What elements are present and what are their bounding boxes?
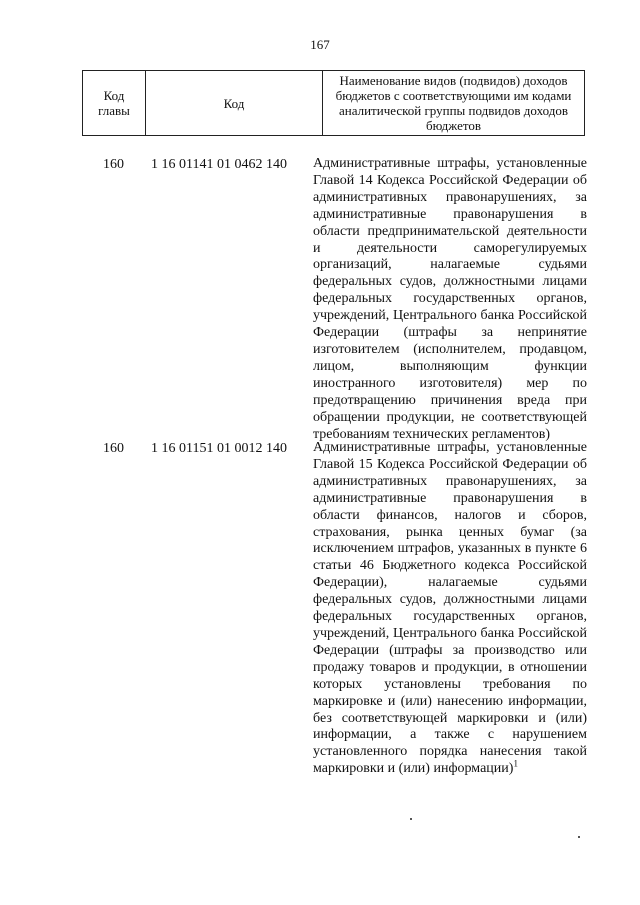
column-header-code: Код <box>146 71 323 136</box>
revenue-description <box>313 440 587 778</box>
revenue-description: Административные штрафы, установленные Главой 14 Кодекса Российской Федерации об административных правонарушениях, за административные правонарушения в области предпринимательской деятельности и деятельности саморегулируемых организаций, налагаемые судьями федеральных судов, должностными лицами федеральных государственных органов, учреждений, Центрального банка Российской Федерации (штрафы за непринятие изготовителем (исполнителем, продавцом, лицом, выполняющим функции иностранного изготовителя) мер по предотвращению причинения вреда при обращении продукции, не соответствующей требованиям технических регламентов) <box>313 156 587 442</box>
table-header <box>82 70 585 136</box>
column-header-name: Наименование видов (подвидов) доходов бюджетов с соответствующими им кодами аналитической группы подвидов доходов бюджетов <box>323 71 585 136</box>
footnote-marker: 1 <box>513 758 518 769</box>
scan-artifact <box>410 818 412 820</box>
budget-code: 1 16 01141 01 0462 140 <box>151 157 287 172</box>
scan-artifact <box>578 836 580 838</box>
chapter-code: 160 <box>103 157 124 172</box>
column-header-chapter-code: Код главы <box>83 71 146 136</box>
chapter-code: 160 <box>103 441 124 456</box>
budget-code: 1 16 01151 01 0012 140 <box>151 441 287 456</box>
table-header-row <box>83 71 585 136</box>
page-number: 167 <box>310 37 330 52</box>
description-text: Административные штрафы, установленные Главой 15 Кодекса Российской Федерации об административных правонарушениях, за административные правонарушения в области финансов, налогов и сборов, страхования, рынка ценных бумаг (за исключением штрафов, указанных в пункте 6 статьи 46 Бюджетного кодекса Российской Федерации), налагаемые судьями федеральных судов, должностными лицами федеральных государственных органов, учреждений, Центрального банка Российской Федерации (штрафы за производство или продажу товаров и продукции, в отношении которых установлены требования по маркировке и (или) нанесению информации, без соответствующей маркировки и (или) информации, а также с нарушением установленного порядка нанесения такой маркировки и (или) информации) <box>313 440 587 777</box>
